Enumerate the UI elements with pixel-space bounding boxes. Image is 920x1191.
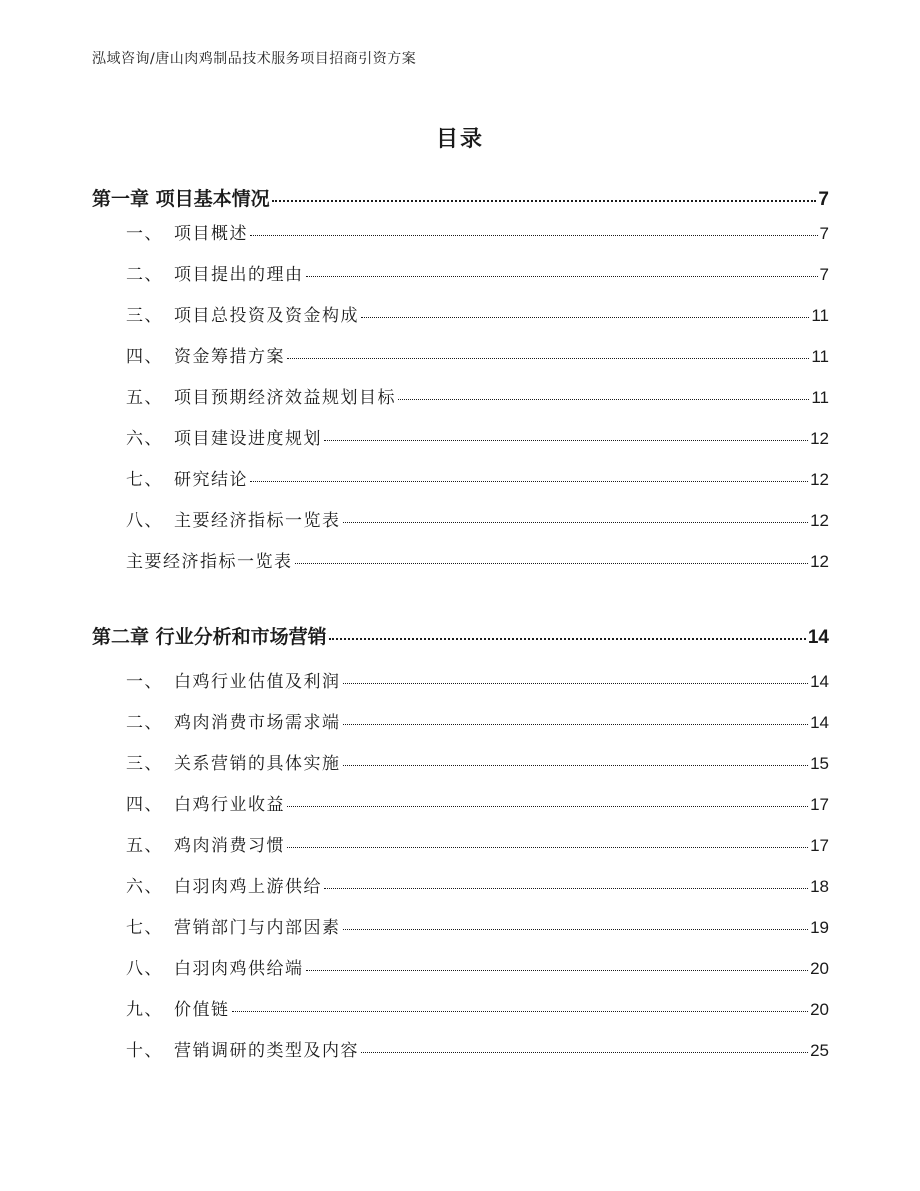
toc-entry-title: 项目总投资及资金构成 [174, 306, 359, 326]
toc-page-number: 12 [810, 552, 829, 571]
toc-entry[interactable] [92, 872, 829, 897]
toc-leader-dots [343, 929, 809, 930]
toc-entry-number: 六、 [126, 877, 163, 897]
toc-page-number: 7 [818, 189, 829, 210]
toc-leader-dots [272, 200, 817, 202]
toc-leader-dots [324, 440, 808, 441]
toc-leader-dots [295, 563, 809, 564]
toc-leader-dots [343, 683, 809, 684]
toc-entry[interactable] [92, 424, 829, 449]
toc-entry[interactable] [92, 749, 829, 774]
toc-page-number: 11 [811, 388, 829, 407]
toc-entry-title: 营销部门与内部因素 [174, 918, 341, 938]
toc-entry-title: 价值链 [174, 1000, 230, 1020]
toc-page-number: 14 [810, 672, 829, 691]
toc-entry[interactable] [92, 790, 829, 815]
toc-page-number: 18 [810, 877, 829, 896]
toc-leader-dots [398, 399, 809, 400]
toc-page-number: 25 [810, 1041, 829, 1060]
toc-entry-number: 八、 [126, 959, 163, 979]
toc-entry[interactable] [92, 913, 829, 938]
toc-page-number: 12 [810, 511, 829, 530]
toc-leader-dots [329, 638, 806, 640]
toc-leader-dots [306, 276, 818, 277]
toc-entry-number: 五、 [126, 388, 163, 408]
toc-page-number: 11 [811, 306, 829, 325]
toc-entry[interactable] [92, 260, 829, 285]
toc-entry-title: 主要经济指标一览表 [126, 552, 293, 572]
toc-entry-number: 四、 [126, 795, 163, 815]
page-title: 目录 [435, 127, 484, 152]
toc-entry[interactable] [92, 219, 829, 244]
toc-entry-number: 八、 [126, 511, 163, 531]
toc-entry-title: 白鸡行业收益 [174, 795, 285, 815]
toc-entry-title: 项目建设进度规划 [174, 429, 322, 449]
toc-entry[interactable] [92, 383, 829, 408]
toc-entry-title: 项目概述 [174, 224, 248, 244]
toc-chapter-label: 第二章 行业分析和市场营销 [92, 626, 327, 648]
toc-page-number: 15 [810, 754, 829, 773]
toc-entry-title: 白鸡行业估值及利润 [174, 672, 341, 692]
toc-leader-dots [324, 888, 808, 889]
toc-leader-dots [343, 522, 809, 523]
toc-page-number: 19 [810, 918, 829, 937]
toc-chapter-2[interactable] [92, 622, 829, 649]
toc-entry[interactable] [92, 667, 829, 692]
toc-table-entry[interactable] [92, 547, 829, 572]
toc-page-number: 20 [810, 1000, 829, 1019]
toc-entry-number: 三、 [126, 754, 163, 774]
toc-page-number: 12 [810, 429, 829, 448]
toc-entry-number: 四、 [126, 347, 163, 367]
toc-entry[interactable] [92, 506, 829, 531]
toc-chapter-1[interactable] [92, 184, 829, 211]
toc-entry[interactable] [92, 831, 829, 856]
toc-entry-title: 鸡肉消费市场需求端 [174, 713, 341, 733]
toc-entry-number: 九、 [126, 1000, 163, 1020]
toc-entry[interactable] [92, 995, 829, 1020]
toc-page-number: 11 [811, 347, 829, 366]
toc-entry[interactable] [92, 465, 829, 490]
toc-page-number: 7 [819, 265, 829, 284]
toc-entry-number: 七、 [126, 918, 163, 938]
toc-page-number: 20 [810, 959, 829, 978]
toc-entry-title: 主要经济指标一览表 [174, 511, 341, 531]
toc-leader-dots [343, 724, 809, 725]
toc-entry-title: 项目提出的理由 [174, 265, 304, 285]
toc-entry[interactable] [92, 342, 829, 367]
toc-entry-title: 项目预期经济效益规划目标 [174, 388, 396, 408]
toc-entry-number: 六、 [126, 429, 163, 449]
toc-entry-number: 七、 [126, 470, 163, 490]
toc-leader-dots [287, 847, 808, 848]
toc-entry-number: 十、 [126, 1041, 163, 1061]
toc-entry-number: 一、 [126, 224, 163, 244]
toc-entry-title: 白羽肉鸡供给端 [174, 959, 304, 979]
toc-leader-dots [306, 970, 809, 971]
toc-page-number: 7 [819, 224, 829, 243]
toc-chapter-label: 第一章 项目基本情况 [92, 188, 270, 210]
toc-leader-dots [343, 765, 809, 766]
toc-entry[interactable] [92, 1036, 829, 1061]
toc-entry-title: 研究结论 [174, 470, 248, 490]
toc-page-number: 17 [810, 836, 829, 855]
toc-page-number: 12 [810, 470, 829, 489]
toc-entry-number: 二、 [126, 265, 163, 285]
toc-entry-number: 二、 [126, 713, 163, 733]
toc-entry-number: 一、 [126, 672, 163, 692]
toc-entry-title: 营销调研的类型及内容 [174, 1041, 359, 1061]
toc-page-number: 14 [810, 713, 829, 732]
toc-leader-dots [250, 235, 818, 236]
toc-entry-title: 白羽肉鸡上游供给 [174, 877, 322, 897]
toc-leader-dots [361, 317, 809, 318]
toc-entry[interactable] [92, 954, 829, 979]
toc-leader-dots [287, 806, 808, 807]
toc-entry[interactable] [92, 708, 829, 733]
toc-entry-number: 五、 [126, 836, 163, 856]
toc-leader-dots [250, 481, 808, 482]
toc-entry-number: 三、 [126, 306, 163, 326]
toc-leader-dots [232, 1011, 809, 1012]
toc-leader-dots [287, 358, 809, 359]
toc-page-number: 17 [810, 795, 829, 814]
toc-entry-title: 关系营销的具体实施 [174, 754, 341, 774]
toc-page-number: 14 [807, 627, 829, 648]
toc-leader-dots [361, 1052, 808, 1053]
toc-entry-title: 资金筹措方案 [174, 347, 285, 367]
page-header: 泓域咨询/唐山肉鸡制品技术服务项目招商引资方案 [92, 51, 417, 67]
toc-entry[interactable] [92, 301, 829, 326]
toc-entry-title: 鸡肉消费习惯 [174, 836, 285, 856]
